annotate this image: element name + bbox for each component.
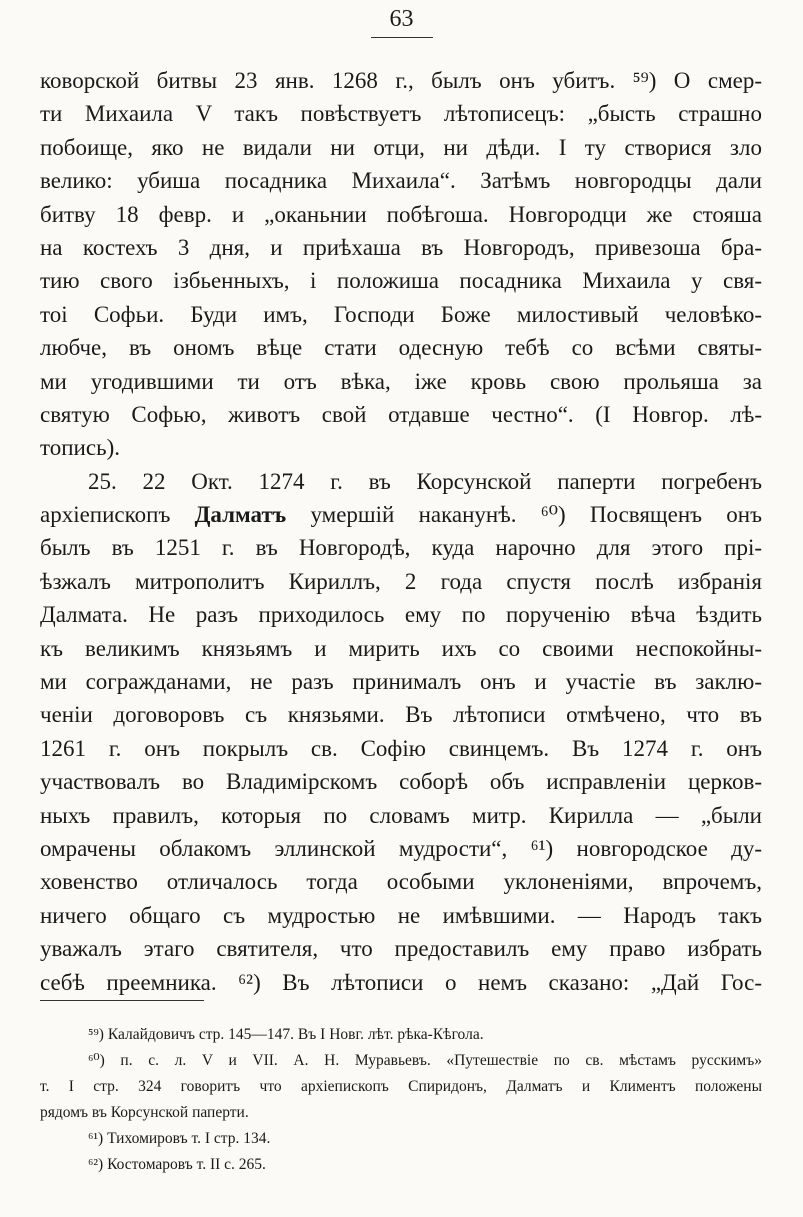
text-line: ми угодившими ти отъ вѣка, іже кровь свою прольяша за (40, 368, 762, 394)
footnote-62: ⁶²) Костомаровъ т. II с. 265. (88, 1156, 266, 1173)
text-line: топись). (40, 435, 120, 461)
text-line: ти Михаила V такъ повѣствуетъ лѣтописецъ: „бысть страшно (40, 101, 762, 127)
text-line: уважалъ этаго святителя, что предоставилъ ему право избрать (40, 936, 762, 962)
text-line: побоище, яко не видали ни отци, ни дѣди. І ту створися зло (40, 134, 762, 160)
text-line: былъ въ 1251 г. въ Новгородѣ, куда нарочно для этого прі- (40, 535, 762, 561)
footnotes (40, 1022, 762, 1178)
page-number-rule (371, 37, 433, 38)
footnote-60-end: рядомъ въ Корсунской паперти. (40, 1104, 249, 1121)
footnote-rule (40, 1000, 204, 1001)
footnote-60-cont: т. І стр. 324 говоритъ что архіепископъ Спиридонъ, Далматъ и Климентъ положены (40, 1078, 762, 1095)
text-line: омрачены облакомъ эллинской мудрости“, ⁶¹) новгородское ду- (40, 835, 762, 861)
footnote-59: ⁵⁹) Калайдовичъ стр. 145—147. Въ І Новг. лѣт. рѣка-Кѣгола. (88, 1026, 484, 1043)
text-line: ховенство отличалось тогда особыми уклоненіями, впрочемъ, (40, 869, 762, 895)
text-line: тоі Софьи. Буди имъ, Господи Боже милостивый человѣко- (40, 301, 762, 327)
text-line: ничего общаго съ мудростью не имѣвшими. — Народъ такъ (40, 902, 762, 928)
page-number: 63 (389, 6, 414, 32)
text-line: 1261 г. онъ покрылъ св. Софію свинцемъ. Въ 1274 г. онъ (40, 735, 762, 761)
text-line: коворской битвы 23 янв. 1268 г., былъ онъ убитъ. ⁵⁹) О смер- (40, 68, 762, 93)
text-line: ѣзжалъ митрополитъ Кириллъ, 2 года спустя послѣ избранія (40, 568, 762, 594)
body-text (40, 64, 762, 999)
text-line: участвовалъ во Владимірскомъ соборѣ объ исправленіи церков- (40, 769, 762, 795)
text-line: тию свого ізбьенныхъ, і положиша посадника Михаила у свя- (40, 268, 762, 294)
text-line-with-name (40, 498, 762, 531)
footnote-61: ⁶¹) Тихомировъ т. І стр. 134. (88, 1130, 271, 1147)
text-line: ченіи договоровъ съ князьями. Въ лѣтописи отмѣчено, что въ (40, 702, 762, 728)
text-line: на костехъ 3 дня, и приѣхаша въ Новгородъ, привезоша бра- (40, 234, 762, 260)
section-25-start: 25. 22 Окт. 1274 г. въ Корсунской паперти погребенъ (88, 468, 762, 494)
text-fragment: умершій наканунѣ. ⁶⁰) Посвященъ онъ (310, 502, 762, 528)
text-line: ми согражданами, не разъ принималъ онъ и участіе въ заклю- (40, 669, 762, 695)
text-line: велико: убиша посадника Михаила“. Затѣмъ новгородцы дали (40, 168, 762, 194)
text-line: любче, въ ономъ вѣце стати одесную тебѣ со всѣми святы- (40, 335, 762, 361)
footnote-60: ⁶⁰) п. с. л. V и VII. А. Н. Муравьевъ. «Путешествіе по св. мѣстамъ русскимъ» (88, 1052, 762, 1069)
text-line: себѣ преемника. ⁶²) Въ лѣтописи о немъ сказано: „Дай Гос- (40, 969, 762, 995)
text-line: святую Софью, животъ свой отдавше честно“. (І Новгор. лѣ- (40, 401, 762, 427)
text-fragment: архіепископъ (40, 502, 171, 528)
text-line: битву 18 февр. и „оканьнии побѣгоша. Новгородци же стояша (40, 201, 762, 227)
name-dalmat: Далматъ (194, 502, 287, 528)
text-line: Далмата. Не разъ приходилось ему по порученію вѣча ѣздить (40, 602, 762, 628)
text-line: ныхъ правилъ, которыя по словамъ митр. Кирилла — „были (40, 802, 762, 828)
text-line: къ великимъ князьямъ и мирить ихъ со своими неспокойны- (40, 635, 762, 661)
